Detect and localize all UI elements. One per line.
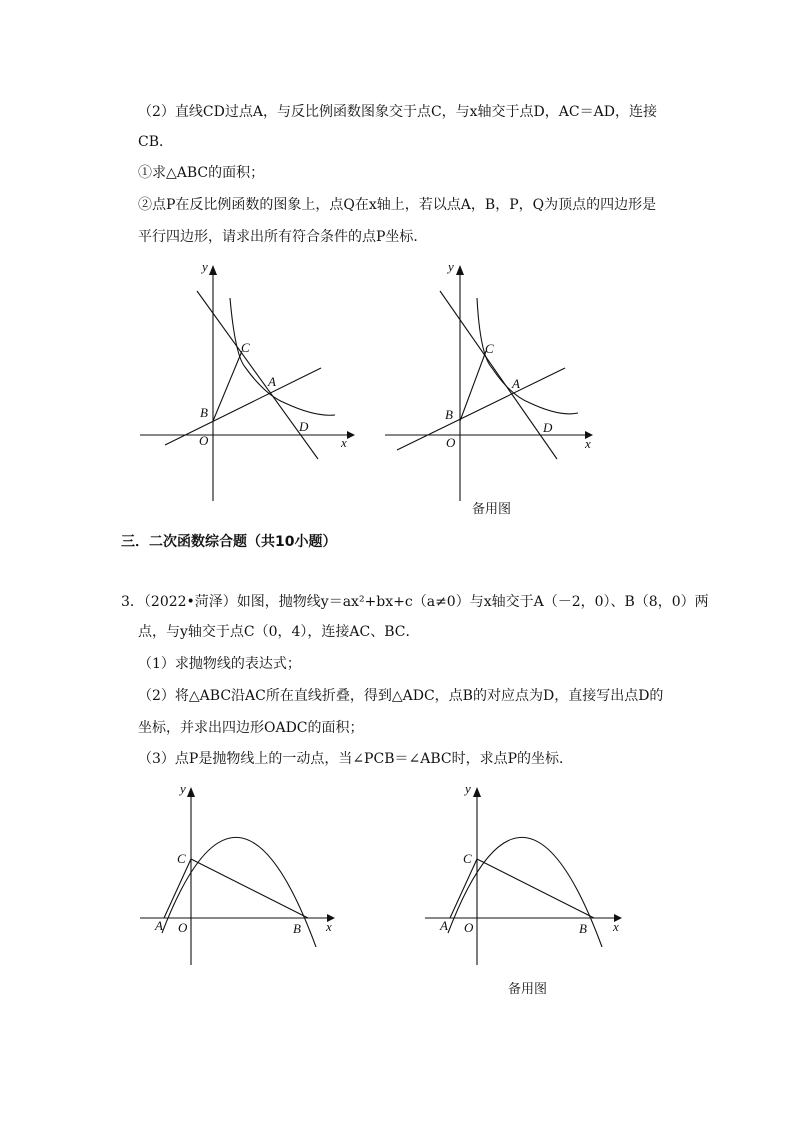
y-axis-arrow — [209, 265, 217, 275]
label-d: D — [543, 420, 553, 435]
label-b: B — [445, 407, 453, 422]
figure-hyperbola-main — [135, 255, 375, 505]
label-c: C — [241, 340, 250, 355]
label-o: O — [464, 920, 474, 935]
line-ab — [165, 368, 321, 445]
label-x: x — [341, 435, 347, 450]
q3-part2-line1: （2）将△ABC沿AC所在直线折叠，得到△ADC，点B的对应点为D，直接写出点D的 — [138, 688, 664, 704]
figure-parabola-main — [135, 775, 375, 975]
section3-heading: 三．二次函数综合题（共10小题） — [121, 534, 337, 550]
label-a: A — [155, 918, 163, 933]
segment-bc — [213, 351, 242, 421]
problem2-part2-line1: （2）直线CD过点A，与反比例函数图象交于点C，与x轴交于点D，AC＝AD，连接 — [138, 104, 657, 120]
label-o: O — [199, 433, 209, 448]
figure-parabola-spare — [420, 775, 660, 975]
label-o: O — [178, 920, 188, 935]
label-c: C — [177, 851, 186, 866]
spare-caption-2: 备用图 — [508, 982, 548, 997]
label-b: B — [200, 405, 208, 420]
problem2-sub1: ①求△ABC的面积； — [138, 165, 265, 181]
label-y: y — [448, 259, 454, 274]
y-axis-arrow — [473, 787, 481, 797]
label-a: A — [440, 918, 448, 933]
segment-bc — [460, 351, 486, 421]
figure-hyperbola-spare — [380, 255, 620, 505]
q3-part3: （3）点P是抛物线上的一动点，当∠PCB＝∠ABC时，求点P的坐标． — [138, 751, 573, 767]
label-b: B — [579, 921, 587, 936]
problem2-part2-line2: CB． — [138, 134, 173, 150]
label-x: x — [585, 436, 591, 451]
segment-ac — [164, 859, 191, 918]
y-axis-arrow — [456, 265, 464, 275]
line-cd — [440, 291, 557, 459]
label-c: C — [463, 851, 472, 866]
segment-ac — [450, 859, 477, 918]
spare-caption-1: 备用图 — [472, 502, 512, 517]
y-axis-arrow — [187, 787, 195, 797]
x-axis-arrow — [347, 431, 355, 439]
hyperbola-curve — [230, 298, 335, 415]
label-x: x — [613, 919, 619, 934]
label-a: A — [268, 374, 276, 389]
label-o: O — [446, 435, 456, 450]
label-y: y — [180, 781, 186, 796]
q3-part1: （1）求抛物线的表达式； — [138, 656, 301, 672]
label-d: D — [299, 419, 309, 434]
label-c: C — [485, 341, 494, 356]
label-b: B — [293, 921, 301, 936]
label-x: x — [326, 919, 332, 934]
q3-line1: 3．（2022•菏泽）如图，抛物线y＝ax²+bx+c（a≠0）与x轴交于A（－2，0）、B（8，0）两 — [121, 594, 709, 610]
label-y: y — [465, 781, 471, 796]
line-ab — [397, 368, 565, 450]
problem2-sub2-line2: 平行四边形，请求出所有符合条件的点P坐标． — [138, 229, 428, 245]
label-a: A — [512, 376, 520, 391]
problem2-sub2-line1: ②点P在反比例函数的图象上，点Q在x轴上，若以点A，B，P，Q为顶点的四边形是 — [138, 197, 657, 213]
q3-line2: 点，与y轴交于点C（0，4），连接AC、BC． — [138, 624, 420, 640]
q3-part2-line2: 坐标，并求出四边形OADC的面积； — [138, 720, 364, 736]
label-y: y — [202, 259, 208, 274]
